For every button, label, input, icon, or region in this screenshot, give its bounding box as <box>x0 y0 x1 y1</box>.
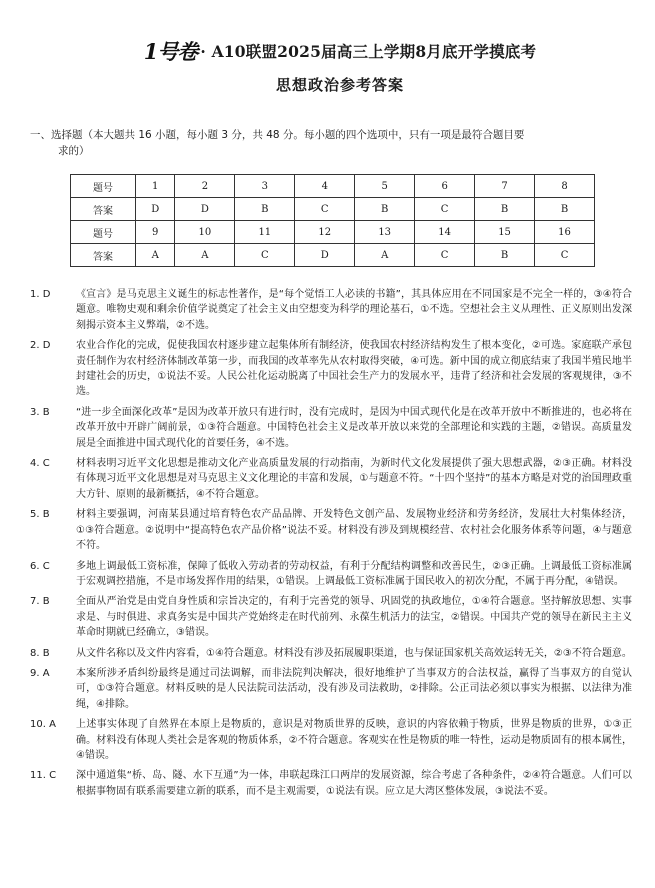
table-cell: A <box>175 244 235 267</box>
table-cell: C <box>295 198 355 221</box>
table-row-header: 答案 <box>71 244 136 267</box>
explanation-number: 10. A <box>30 719 56 731</box>
explanation-number: 9. A <box>30 667 50 679</box>
exam-title: · A10联盟2025届高三上学期8月底开学摸底考 <box>200 42 537 61</box>
table-cell: A <box>355 244 415 267</box>
table-row-header: 答案 <box>71 198 136 221</box>
table-cell: C <box>415 244 475 267</box>
table-row-header: 题号 <box>71 175 136 198</box>
table-cell: 9 <box>136 221 175 244</box>
table-row <box>71 244 595 267</box>
answer-table <box>70 174 595 267</box>
table-cell: D <box>295 244 355 267</box>
explanation-number: 1. D <box>30 289 51 300</box>
explanation-item <box>30 646 632 661</box>
explanation-text: 多地上调最低工资标准，保障了低收入劳动者的劳动权益，有利于分配结构调整和改善民生，②③正确。上调最低工资标准属于宏观调控措施，不是市场发挥作用的结果，①错误。上调最低工资标准属于国民收入的初次分配，不属于再分配，④错误。 <box>76 560 632 587</box>
brand-logo: 1号卷 <box>143 39 198 64</box>
table-cell: 10 <box>175 221 235 244</box>
section-heading-line1: 一、选择题（本大题共 16 小题，每小题 3 分，共 48 分。每小题的四个选项中，只有一项是最符合题目要 <box>30 129 525 141</box>
table-cell: B <box>475 198 535 221</box>
table-row <box>71 175 595 198</box>
explanation-number: 3. B <box>30 406 50 418</box>
explanation-list <box>30 287 632 804</box>
table-cell: 3 <box>235 175 295 198</box>
table-cell: D <box>136 198 175 221</box>
explanation-number: 4. C <box>30 458 50 470</box>
table-cell: B <box>475 244 535 267</box>
explanation-text: 农业合作化的完成，促使我国农村逐步建立起集体所有制经济，使我国农村经济结构发生了根本变化，②可选。家庭联产承包责任制作为农村经济体制改革第一步，而我国的改革率先从农村取得突破，④可选。新中国的成立彻底结束了我国半殖民地半封建社会的历史，①说法不妥。人民公社化运动脱离了中国社会生产力的发展水平，违背了经济和社会发展的客观规律，③不选。 <box>76 340 632 398</box>
table-cell: B <box>535 198 595 221</box>
explanation-item <box>30 559 632 590</box>
document-header <box>60 38 620 95</box>
table-cell: 1 <box>136 175 175 198</box>
table-cell: 15 <box>475 221 535 244</box>
explanation-item <box>30 456 632 502</box>
table-cell: 4 <box>295 175 355 198</box>
table-cell: C <box>535 244 595 267</box>
explanation-item <box>30 768 632 799</box>
explanation-item <box>30 287 632 333</box>
table-cell: 2 <box>175 175 235 198</box>
explanation-text: 从文件名称以及文件内容看，①④符合题意。材料没有涉及拓展履职渠道，也与保证国家机关高效运转无关，②③不符合题意。 <box>76 647 632 659</box>
explanation-item <box>30 666 632 712</box>
explanation-item <box>30 405 632 451</box>
title-line <box>60 38 620 64</box>
explanation-text: 深中通道集“桥、岛、隧、水下互通”为一体，串联起珠江口两岸的发展资源，综合考虑了各种条件，②④符合题意。人们可以根据事物固有联系需要建立新的联系，而不是主观需要，①说法有误。应立足大湾区整体发展，③说法不妥。 <box>76 770 632 797</box>
table-cell: D <box>175 198 235 221</box>
explanation-item <box>30 338 632 400</box>
explanation-number: 2. D <box>30 340 51 352</box>
explanation-number: 5. B <box>30 509 50 521</box>
table-row-header: 题号 <box>71 221 136 244</box>
explanation-text: 上述事实体现了自然界在本原上是物质的，意识是对物质世界的反映，意识的内容依赖于物质，世界是物质的世界，①③正确。材料没有体现人类社会是客观的物质体系，②不符合题意。客观实在性是物质的唯一特性，运动是物质固有的根本属性，④错误。 <box>76 719 632 761</box>
explanation-item <box>30 507 632 553</box>
table-row <box>71 198 595 221</box>
table-cell: 7 <box>475 175 535 198</box>
explanation-text: “进一步全面深化改革”是因为改革开放只有进行时，没有完成时，是因为中国式现代化是在改革开放中不断推进的，也必将在改革开放中开辟广阔前景，①③符合题意。中国特色社会主义是改革开放以来党的全部理论和实践的主题，②错误。高质量发展是全面推进中国式现代化的首要任务，④不选。 <box>76 406 632 449</box>
explanation-text: 材料表明习近平文化思想是推动文化产业高质量发展的行动指南，为新时代文化发展提供了强大思想武器，②③正确。材料没有体现习近平文化思想是对马克思主义文化理论的丰富和发展，①与题意不符。“十四个坚持”的基本方略是对党的治国理政重大方针、原则的最新概括，④不符合题意。 <box>76 458 632 500</box>
table-cell: A <box>136 244 175 267</box>
section-heading <box>30 127 630 159</box>
explanation-text: 本案所涉矛盾纠纷最终是通过司法调解，而非法院判决解决，很好地维护了当事双方的合法权益，赢得了当事双方的自觉认可，①③符合题意。材料反映的是人民法院司法活动，没有涉及司法救助，②排除。公正司法必须以事实为根据、以法律为准绳，④排除。 <box>76 667 632 710</box>
explanation-text: 材料主要强调，河南某县通过培育特色农产品品牌、开发特色文创产品、发展物业经济和劳务经济，发展壮大村集体经济，①③符合题意。②说明中“提高特色农产品价格”说法不妥。材料没有涉及到规模经营、农村社会化服务体系等问题，④与题意不符。 <box>76 509 632 552</box>
explanation-number: 8. B <box>30 647 50 659</box>
exam-subtitle: 思想政治参考答案 <box>275 76 404 94</box>
table-cell: 11 <box>235 221 295 244</box>
explanation-text: 《宣言》是马克思主义诞生的标志性著作，是“每个觉悟工人必读的书籍”，其具体应用在不同国家是不完全一样的，③④符合题意。唯物史观和剩余价值学说奠定了社会主义由空想变为科学的理论基石，①不选。空想社会主义从理性、正义原则出发深刻揭示资本主义弊端，②不选。 <box>76 289 632 331</box>
table-cell: 12 <box>295 221 355 244</box>
table-cell: B <box>235 198 295 221</box>
table-cell: C <box>415 198 475 221</box>
table-cell: 13 <box>355 221 415 244</box>
table-row <box>71 221 595 244</box>
table-cell: B <box>355 198 415 221</box>
table-cell: 6 <box>415 175 475 198</box>
explanation-number: 11. C <box>30 770 57 782</box>
table-cell: 5 <box>355 175 415 198</box>
explanation-text: 全面从严治党是由党自身性质和宗旨决定的，有利于完善党的领导、巩固党的执政地位，①④符合题意。坚持解放思想、实事求是、与时俱进、求真务实是中国共产党始终走在时代前列、永葆生机活力的法宝，②错误。中国共产党的领导在新民主主义革命时期就已经确立，③错误。 <box>76 596 632 639</box>
explanation-number: 6. C <box>30 560 50 572</box>
explanation-item <box>30 594 632 640</box>
explanation-number: 7. B <box>30 596 50 608</box>
explanation-item <box>30 717 632 763</box>
table-cell: C <box>235 244 295 267</box>
section-heading-line2: 求的） <box>58 145 90 157</box>
table-cell: 8 <box>535 175 595 198</box>
table-cell: 16 <box>535 221 595 244</box>
table-cell: 14 <box>415 221 475 244</box>
